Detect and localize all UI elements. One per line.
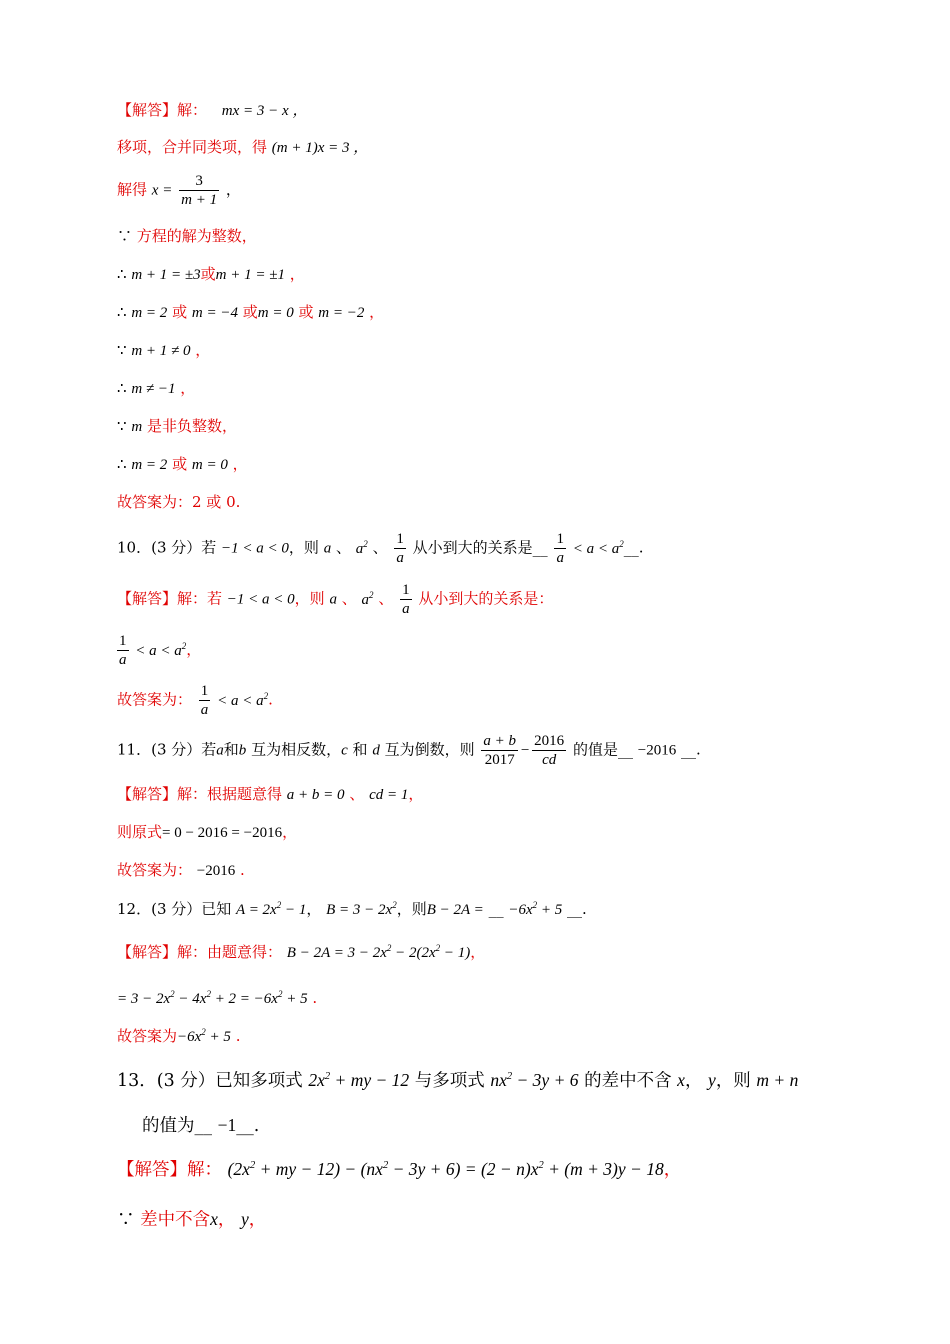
equation: (m + 1)x = 3 ，: [271, 140, 369, 156]
variable: b: [238, 742, 247, 759]
punctuation: ，: [289, 265, 305, 283]
solution-line-9: [117, 419, 237, 435]
fraction-denominator: cd: [542, 752, 557, 768]
equation: = 0 − 2016 = −2016: [162, 825, 283, 841]
equation: m = 0: [191, 457, 228, 473]
fraction-numerator: 1: [396, 531, 404, 547]
fraction-numerator: 2016: [534, 733, 565, 749]
question-13: [117, 1072, 798, 1091]
because-symbol: ∵: [117, 341, 127, 359]
equation: m = 0: [257, 305, 294, 321]
variable: x: [210, 1209, 218, 1229]
condition: −1 < a < 0: [221, 540, 289, 557]
answer-blank: __: [617, 740, 633, 759]
equation-lhs: x =: [151, 182, 173, 199]
polynomial-2: $nx^2 - 3y + 6$: [490, 1070, 579, 1090]
text: 的值为: [142, 1116, 195, 1136]
equation: m = 2: [131, 305, 168, 321]
text: ，则: [715, 1071, 751, 1091]
or-word: 或: [242, 303, 258, 321]
question-11: [117, 732, 701, 769]
or-word: 或: [298, 303, 314, 321]
punctuation: ，: [369, 303, 385, 321]
punctuation: ，: [663, 1160, 682, 1180]
punctuation: .: [235, 1027, 241, 1045]
fraction-denominator: a: [200, 702, 209, 718]
step-text: 则原式: [117, 823, 163, 841]
definition-b: $B = 3 - 2x^2$: [326, 900, 397, 918]
answer-label: 【解答】解：根据题意得: [117, 785, 283, 803]
punctuation: .: [312, 989, 318, 1007]
inequality: < $a < a^2$: [217, 690, 269, 709]
equation: m = −4: [191, 305, 238, 321]
variable: y: [240, 1209, 249, 1229]
polynomial-1: $2x^2$ + my − 12: [308, 1070, 410, 1090]
solution-line-8: [117, 381, 195, 397]
solution-line-2: [117, 140, 368, 156]
question-prefix: 10．(3 分）若: [117, 538, 217, 557]
therefore-symbol: ∴: [117, 379, 127, 397]
text: 从小到大的关系是: [412, 538, 533, 557]
equation: m = 2: [131, 457, 168, 473]
question-prefix: 11．(3 分）若: [117, 740, 217, 759]
q12-solution-line-1: [117, 945, 485, 961]
punctuation: ，: [225, 180, 241, 199]
fraction-denominator: a: [402, 601, 410, 617]
punctuation: .: [253, 1116, 260, 1136]
separator: ，: [306, 900, 322, 918]
text: 的值是: [572, 740, 618, 759]
fraction-denominator: a: [556, 550, 564, 566]
fraction-numerator: 1: [556, 531, 564, 547]
variable: m: [131, 419, 143, 435]
because-symbol: ∵: [117, 417, 127, 435]
punctuation: ，: [408, 785, 424, 803]
final-label: 故答案为: [117, 1027, 178, 1045]
q12-final-answer: [117, 1029, 240, 1045]
answer: −1: [217, 1115, 237, 1135]
answer-expression: < $a < a^2$: [572, 538, 624, 557]
answer-blank: __: [488, 900, 504, 918]
answer-blank: __: [680, 740, 696, 759]
question-12: [117, 902, 587, 918]
question-prefix: 13．(3 分）已知多项式: [117, 1071, 303, 1091]
expression: B − 2A =: [426, 902, 484, 918]
final-label: 故答案为：: [117, 690, 193, 709]
answer-blank: __: [236, 1116, 254, 1136]
step-text: 差中不含: [140, 1210, 211, 1230]
separator: 、: [372, 538, 388, 557]
fraction-denominator: a: [396, 550, 404, 566]
expression: m + n: [756, 1070, 799, 1090]
variable: a: [216, 742, 224, 759]
step-text: 解得: [117, 180, 148, 199]
equation: cd = 1: [369, 787, 409, 803]
punctuation: ，: [186, 640, 202, 659]
fraction: [199, 682, 211, 719]
fraction-denominator: m + 1: [181, 192, 218, 208]
equation: m + 1 = ±3: [131, 267, 201, 283]
text: 的差中不含: [584, 1071, 672, 1091]
fraction: [117, 632, 129, 669]
solution-line-1: [117, 103, 307, 119]
fraction-numerator: a + b: [483, 733, 517, 749]
text: 互为相反数，: [251, 740, 342, 759]
answer-fraction: [554, 530, 566, 567]
variable: a: [329, 591, 337, 608]
answer: −2016: [637, 742, 677, 759]
punctuation: ，: [282, 823, 298, 841]
step-text: 移项，合并同类项，得: [117, 138, 268, 156]
equation: $B - 2A = 3 - 2x^2 - 2(2x^2 - 1)$: [286, 943, 471, 961]
variable: c: [341, 742, 348, 759]
variable: $a^2$: [355, 538, 368, 557]
step-text: 是非负整数，: [146, 417, 237, 435]
separator: 、: [378, 589, 394, 608]
text: 互为倒数，则: [384, 740, 475, 759]
equation: mx = 3 − x ，: [221, 103, 308, 119]
q12-solution-line-2: [117, 991, 317, 1007]
condition: −1 < a < 0: [226, 591, 295, 608]
fraction-denominator: a: [119, 652, 127, 668]
fraction-denominator: 2017: [484, 752, 515, 768]
fraction-numerator: 1: [200, 683, 209, 699]
punctuation: .: [268, 690, 273, 709]
inequality: < $a < a^2$: [135, 640, 187, 659]
equation: m ≠ −1: [131, 381, 176, 397]
or-word: 或: [172, 455, 188, 473]
final-answer-9: 故答案为：2 或 0.: [117, 493, 241, 511]
or-word: 或: [200, 265, 216, 283]
solution-line-5: [117, 267, 305, 283]
q13-solution-line-2: [117, 1211, 266, 1230]
punctuation: .: [240, 861, 245, 879]
fraction: [481, 732, 518, 769]
punctuation: ，: [232, 455, 248, 473]
answer-blank: __: [567, 900, 583, 918]
or-word: 或: [172, 303, 188, 321]
variable: y: [708, 1070, 716, 1090]
answer-blank: __: [532, 538, 548, 557]
separator: ，: [217, 1210, 236, 1230]
q10-final-answer: [117, 682, 273, 719]
fraction-numerator: 1: [402, 582, 410, 598]
punctuation: .: [582, 900, 587, 918]
answer-label: 【解答】解：: [117, 101, 208, 119]
final-label: 故答案为：: [117, 861, 193, 879]
text: 和: [352, 740, 368, 759]
text: ，则: [288, 538, 319, 557]
therefore-symbol: ∴: [117, 455, 127, 473]
answer: $-6x^2 + 5$: [508, 900, 563, 918]
q10-solution-line-1: [117, 581, 553, 618]
therefore-symbol: ∴: [117, 265, 127, 283]
question-10: [117, 530, 644, 567]
answer: −2016: [196, 863, 236, 879]
punctuation: .: [638, 538, 644, 557]
q11-solution-line-2: [117, 825, 297, 841]
fraction: [179, 172, 219, 209]
q10-solution-line-2: [115, 632, 201, 669]
question-prefix: 12．(3 分）已知: [117, 900, 232, 918]
text: ，则: [396, 900, 427, 918]
separator: ，: [684, 1071, 703, 1091]
definition-a: $A = 2x^2 - 1$: [236, 900, 307, 918]
variable: $a^2$: [361, 589, 374, 608]
solution-line-4: [117, 229, 257, 244]
equation: a + b = 0: [286, 787, 345, 803]
solution-line-3: [117, 172, 241, 209]
text: 和: [223, 740, 239, 759]
q13-solution-line-1: [117, 1161, 681, 1180]
answer: $-6x^2 + 5$: [177, 1027, 231, 1045]
therefore-symbol: ∴: [117, 303, 127, 321]
solution-line-10: [117, 457, 248, 473]
q11-final-answer: [117, 863, 245, 879]
punctuation: ，: [470, 943, 486, 961]
text: 从小到大的关系是：: [418, 589, 554, 608]
variable: a: [323, 540, 332, 557]
fraction: [400, 581, 412, 618]
punctuation: ，: [180, 379, 196, 397]
answer-label: 【解答】解：若: [117, 589, 223, 608]
separator: 、: [336, 538, 352, 557]
because-symbol: ∵: [117, 227, 133, 245]
solution-line-7: [117, 343, 210, 359]
separator: 、: [341, 589, 357, 608]
punctuation: ，: [248, 1210, 267, 1230]
step-text: 方程的解为整数，: [136, 227, 257, 245]
answer-blank: __: [623, 538, 639, 557]
variable: x: [677, 1070, 685, 1090]
question-13-line-2: [142, 1117, 259, 1136]
equation: ($2x^2$ + my − $12) - (nx^2 - 3y + 6) = (2 - n)x^2 + (m + 3)y - 18$: [227, 1159, 664, 1179]
variable: d: [372, 742, 380, 759]
text: 与多项式: [414, 1071, 485, 1091]
fraction-numerator: 1: [119, 633, 127, 649]
equation: m = −2: [318, 305, 365, 321]
equation: m + 1 = ±1: [215, 267, 285, 283]
operator: −: [520, 742, 531, 759]
fraction: [394, 530, 406, 567]
answer-label: 【解答】解：: [117, 1160, 222, 1180]
solution-line-6: [117, 305, 384, 321]
punctuation: ，: [195, 341, 211, 359]
equation: m + 1 ≠ 0: [131, 343, 191, 359]
fraction-numerator: 3: [179, 172, 219, 191]
equation: = $3 - 2x^2 - 4x^2 + 2 = -6x^2 + 5$: [117, 989, 308, 1007]
separator: 、: [349, 785, 365, 803]
fraction: [532, 732, 566, 769]
punctuation: .: [695, 740, 701, 759]
q11-solution-line-1: [117, 787, 423, 803]
answer-blank: __: [194, 1116, 212, 1136]
answer-label: 【解答】解：由题意得：: [117, 943, 283, 961]
text: ，则: [294, 589, 325, 608]
because-symbol: ∵: [117, 1210, 135, 1230]
